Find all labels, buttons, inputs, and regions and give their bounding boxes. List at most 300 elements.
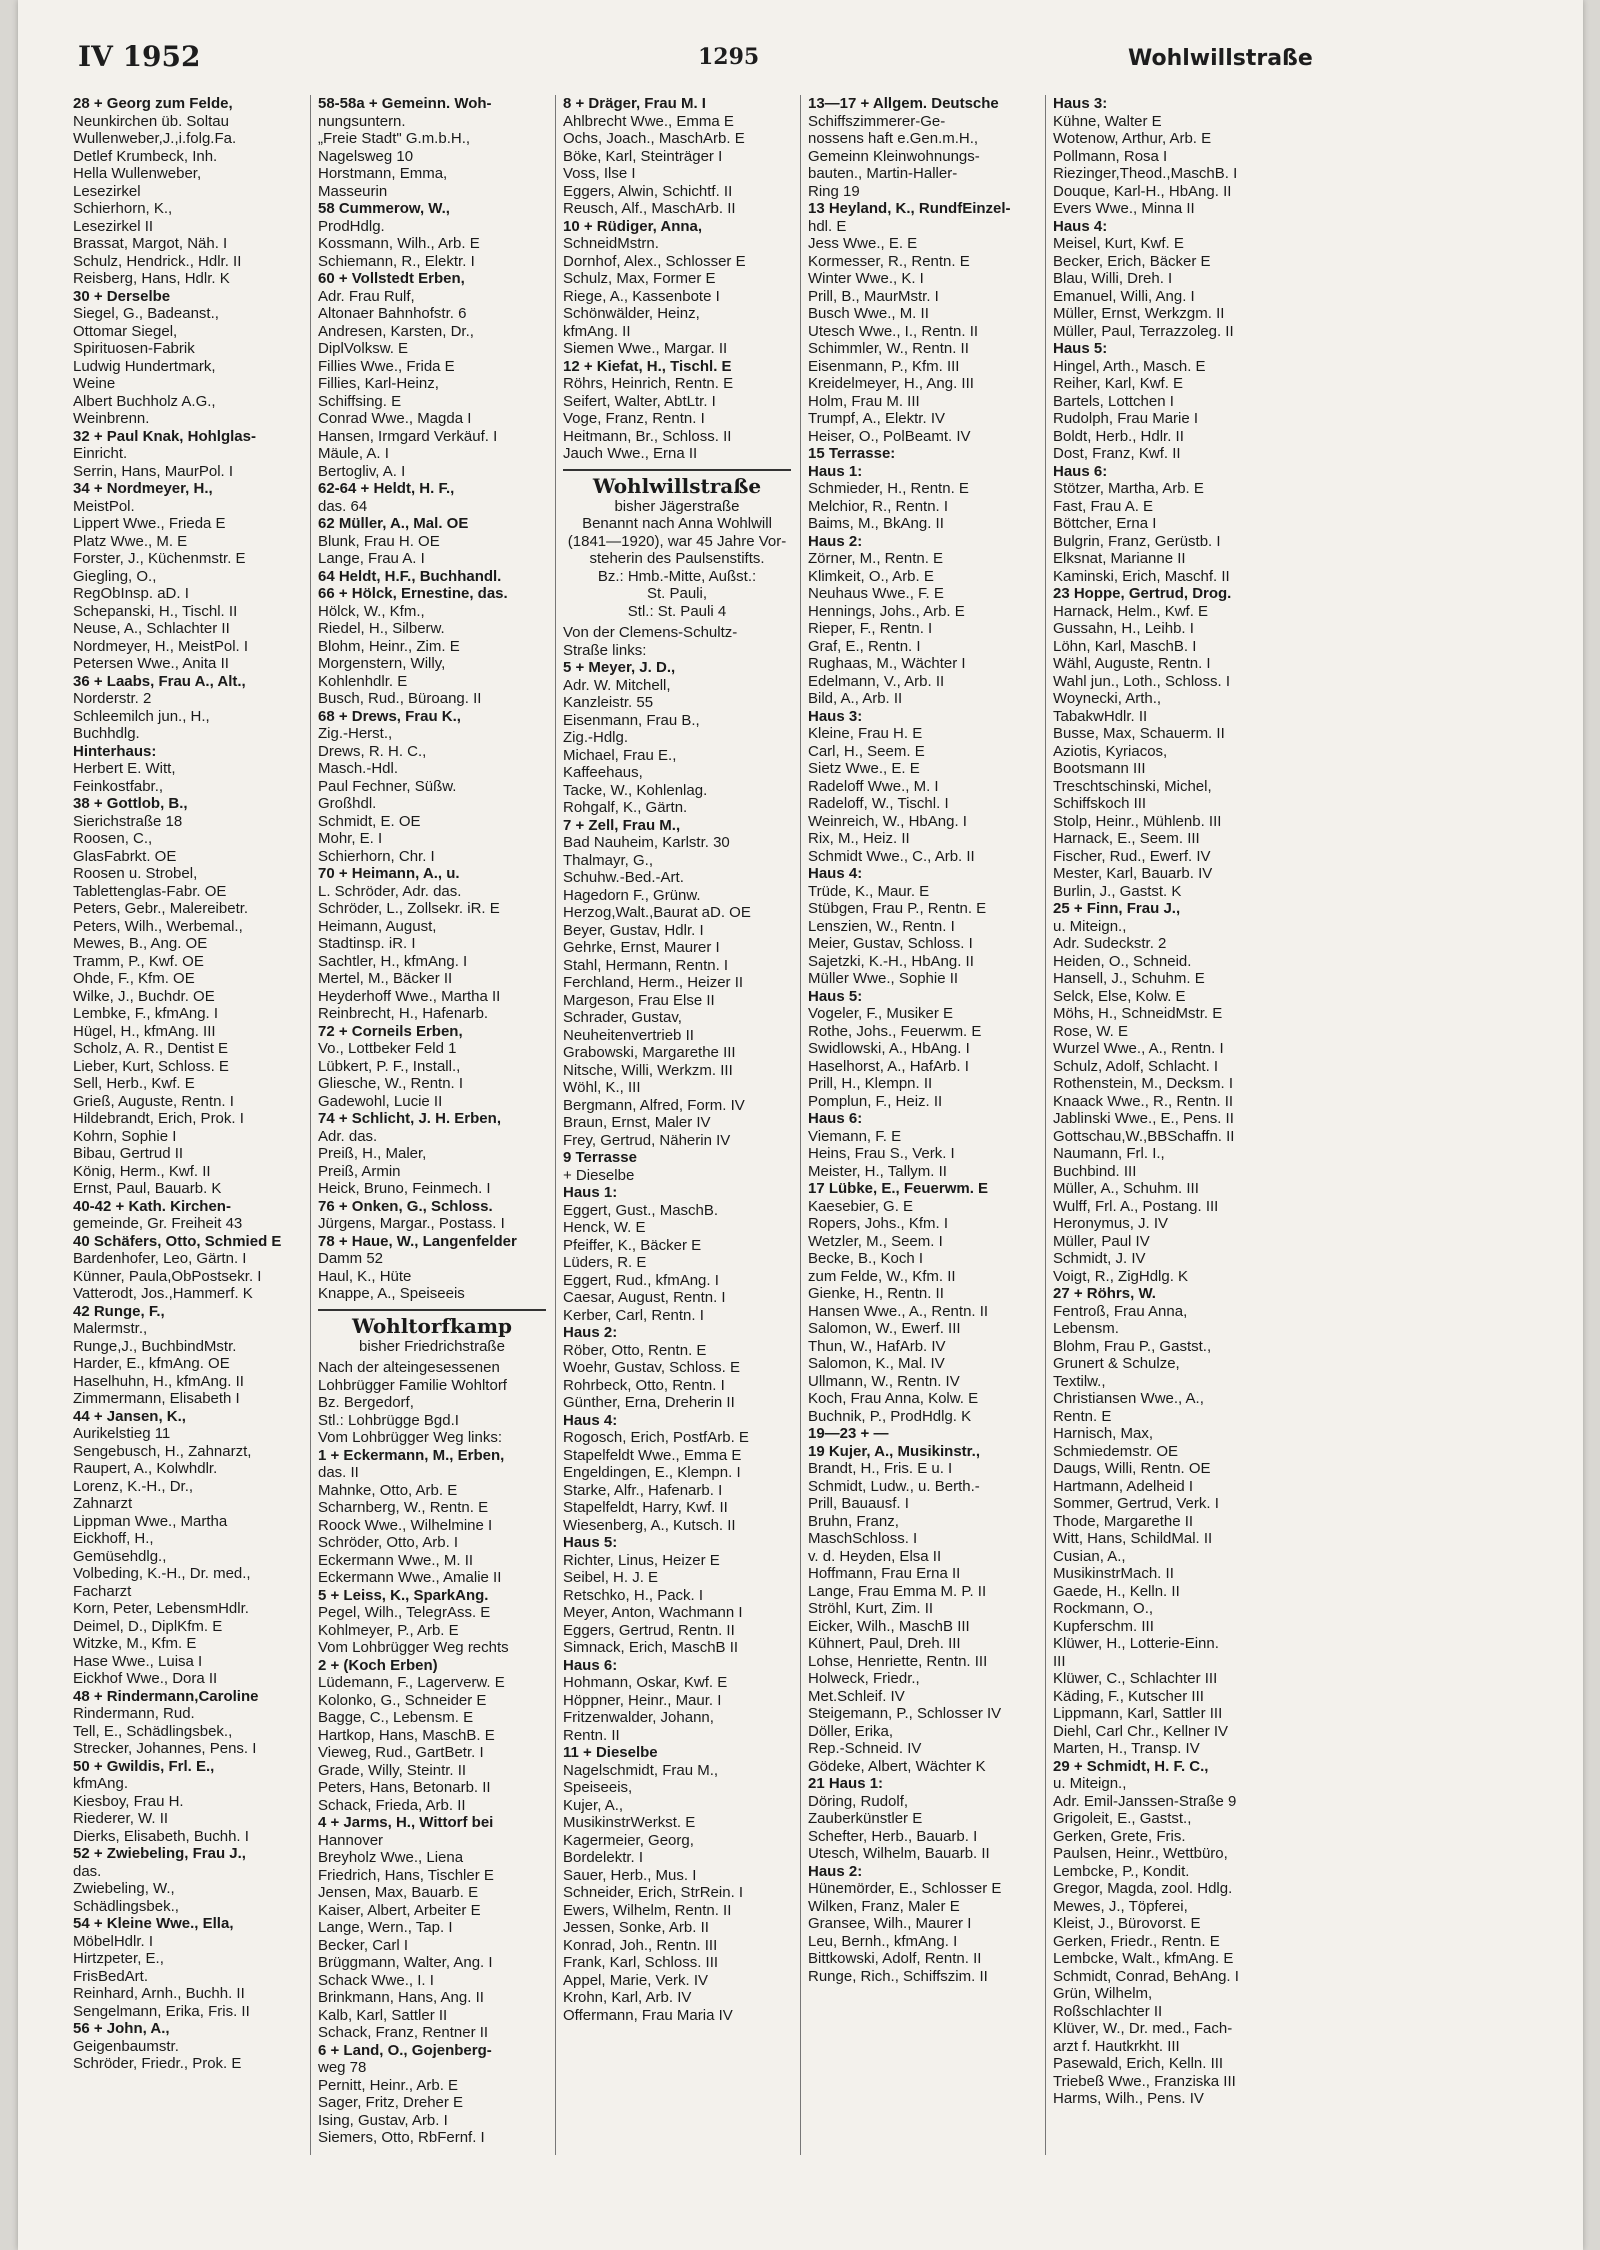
- directory-entry: Schiffszimmerer-Ge-: [808, 112, 946, 130]
- directory-entry: Rix, M., Heiz. II: [808, 830, 910, 847]
- directory-entry: SchneidMstrn.: [563, 235, 659, 252]
- directory-entry: Weinbrenn.: [73, 410, 150, 427]
- directory-entry: Schleemilch jun., H.,: [73, 707, 210, 725]
- directory-entry: Rockmann, O.,: [1053, 1600, 1154, 1617]
- directory-entry: Zig.-Hdlg.: [563, 729, 629, 746]
- directory-entry: Woehr, Gustav, Schloss. E: [563, 1359, 741, 1376]
- directory-entry: Bardenhofer, Leo, Gärtn. I: [73, 1250, 247, 1267]
- directory-entry: zum Felde, W., Kfm. II: [808, 1267, 956, 1285]
- directory-entry: Brassat, Margot, Näh. I: [73, 235, 228, 252]
- directory-entry: Gemüsehdlg.,: [73, 1547, 167, 1565]
- directory-entry: Thun, W., HafArb. IV: [808, 1337, 946, 1355]
- directory-entry: 54 + Kleine Wwe., Ella,: [73, 1915, 234, 1932]
- directory-entry: Michael, Frau E.,: [563, 746, 677, 764]
- directory-entry: Schrader, Gustav,: [563, 1009, 682, 1026]
- directory-entry: Tacke, W., Kohlenlag.: [563, 781, 708, 799]
- directory-entry: Voge, Franz, Rentn. I: [563, 410, 705, 427]
- directory-entry: Bertogliv, A. I: [318, 462, 406, 480]
- directory-entry: Mewes, J., Töpferei,: [1053, 1897, 1188, 1915]
- directory-entry: 36 + Laabs, Frau A., Alt.,: [73, 672, 246, 690]
- directory-entry: Gadewohl, Lucie II: [318, 1092, 443, 1110]
- directory-entry: Lüders, R. E: [563, 1254, 647, 1271]
- directory-entry: Siemers, Otto, RbFernf. I: [318, 2129, 485, 2146]
- directory-entry: Hartkop, Hans, MaschB. E: [318, 1726, 495, 1744]
- directory-entry: Lippmann, Karl, Sattler III: [1053, 1705, 1223, 1722]
- directory-entry: Sommer, Gertrud, Verk. I: [1053, 1495, 1219, 1512]
- directory-entry: 5 + Leiss, K., SparkAng.: [318, 1586, 489, 1604]
- directory-entry: Textilw.,: [1053, 1372, 1106, 1390]
- directory-entry: Ising, Gustav, Arb. I: [318, 2111, 448, 2129]
- directory-entry: Bergmann, Alfred, Form. IV: [563, 1096, 745, 1114]
- directory-entry: Schmidt, Ludw., u. Berth.-: [808, 1477, 980, 1495]
- page-number: 1295: [698, 44, 760, 70]
- directory-entry: Haus 4:: [808, 865, 863, 882]
- directory-entry: Wähl, Auguste, Rentn. I: [1053, 655, 1211, 672]
- directory-entry: Appel, Marie, Verk. IV: [563, 1971, 709, 1989]
- directory-entry: Kerber, Carl, Rentn. I: [563, 1306, 704, 1324]
- directory-entry: Konrad, Joh., Rentn. III: [563, 1936, 718, 1954]
- directory-entry: arzt f. Hautkrkht. III: [1053, 2037, 1180, 2055]
- directory-entry: Caesar, August, Rentn. I: [563, 1289, 726, 1306]
- directory-entry: Weine: [73, 375, 116, 392]
- directory-entry: Schepanski, H., Tischl. II: [73, 602, 238, 620]
- street-former-name: bisher Jägerstraße: [614, 497, 740, 515]
- directory-entry: Klüwer, C., Schlachter III: [1053, 1670, 1218, 1687]
- directory-entry: 42 Runge, F.,: [73, 1302, 165, 1320]
- directory-entry: Eisenmann, P., Kfm. III: [808, 357, 960, 375]
- directory-entry: Hohmann, Oskar, Kwf. E: [563, 1674, 728, 1691]
- directory-entry: Salomon, K., Mal. IV: [808, 1355, 945, 1372]
- directory-entry: Fentroß, Frau Anna,: [1053, 1302, 1188, 1320]
- directory-entry: Hoffmann, Frau Erna II: [808, 1565, 961, 1582]
- directory-entry: Aziotis, Kyriacos,: [1053, 742, 1168, 760]
- directory-entry: weg 78: [318, 2059, 367, 2076]
- page-header: [78, 40, 1318, 80]
- directory-entry: Künner, Paula,ObPostsekr. I: [73, 1267, 262, 1285]
- directory-entry: Hase Wwe., Luisa I: [73, 1652, 203, 1670]
- directory-entry: Lippman Wwe., Martha: [73, 1512, 228, 1530]
- directory-entry: das. 64: [318, 497, 368, 515]
- directory-entry: Bz. Bergedorf,: [318, 1394, 414, 1411]
- directory-entry: Schröder, Otto, Arb. I: [318, 1534, 459, 1551]
- directory-entry: Pollmann, Rosa I: [1053, 147, 1168, 165]
- directory-entry: Emanuel, Willi, Ang. I: [1053, 287, 1195, 305]
- directory-entry: Gaede, H., Kelln. II: [1053, 1582, 1180, 1600]
- directory-entry: ProdHdlg.: [318, 217, 385, 235]
- directory-entry: Raupert, A., Kolwhdlr.: [73, 1460, 218, 1477]
- directory-entry: Grade, Willy, Steintr. II: [318, 1761, 467, 1779]
- directory-entry: 4 + Jarms, H., Wittorf bei: [318, 1814, 494, 1831]
- directory-entry: Tell, E., Schädlingsbek.,: [73, 1722, 233, 1740]
- directory-entry: Graf, E., Rentn. I: [808, 637, 921, 655]
- directory-entry: Douque, Karl-H., HbAng. II: [1053, 182, 1232, 200]
- directory-entry: Kolonko, G., Schneider E: [318, 1691, 487, 1709]
- directory-entry: Lenszien, W., Rentn. I: [808, 917, 955, 935]
- directory-entry: Kohlmeyer, P., Arb. E: [318, 1621, 459, 1639]
- directory-entry: nossens haft e.Gen.m.H.,: [808, 130, 979, 147]
- directory-entry: Adr. das.: [318, 1127, 378, 1145]
- directory-entry: Koch, Frau Anna, Kolw. E: [808, 1390, 979, 1407]
- directory-entry: Höppner, Heinr., Maur. I: [563, 1691, 722, 1709]
- directory-entry: Lohbrügger Familie Wohltorf: [318, 1376, 507, 1394]
- directory-entry: TabakwHdlr. II: [1053, 707, 1148, 725]
- directory-entry: Sengebusch, H., Zahnarzt,: [73, 1442, 252, 1460]
- directory-entry: Harnack, Helm., Kwf. E: [1053, 602, 1209, 620]
- directory-entry: Wiesenberg, A., Kutsch. II: [563, 1516, 736, 1534]
- directory-entry: Sengelmann, Erika, Fris. II: [73, 2002, 250, 2020]
- directory-entry: Adr. W. Mitchell,: [563, 676, 671, 694]
- directory-entry: Swidlowski, A., HbAng. I: [808, 1040, 970, 1057]
- directory-entry: Fischer, Rud., Ewerf. IV: [1053, 847, 1211, 865]
- directory-entry: 29 + Schmidt, H. F. C.,: [1053, 1757, 1209, 1775]
- directory-entry: Trumpf, A., Elektr. IV: [808, 410, 945, 427]
- directory-entry: Zahnarzt: [73, 1495, 133, 1512]
- directory-entry: Buchnik, P., ProdHdlg. K: [808, 1407, 972, 1425]
- directory-entry: Pasewald, Erich, Kelln. III: [1053, 2055, 1224, 2072]
- directory-entry: Gehrke, Ernst, Maurer I: [563, 939, 720, 956]
- directory-entry: Heick, Bruno, Feinmech. I: [318, 1180, 491, 1197]
- directory-entry: Bad Nauheim, Karlstr. 30: [563, 834, 730, 851]
- directory-entry: Eggert, Rud., kfmAng. I: [563, 1271, 719, 1289]
- directory-entry: Lübkert, P. F., Install.,: [318, 1057, 461, 1075]
- directory-entry: Sierichstraße 18: [73, 812, 183, 830]
- directory-entry: Herzog,Walt.,Baurat aD. OE: [563, 904, 751, 921]
- directory-entry: Pegel, Wilh., TelegrAss. E: [318, 1604, 491, 1621]
- directory-entry: Beyer, Gustav, Hdlr. I: [563, 921, 704, 939]
- directory-entry: 58 Cummerow, W.,: [318, 200, 450, 217]
- directory-entry: Schmidt, Conrad, BehAng. I: [1053, 1967, 1239, 1985]
- directory-entry: 12 + Kiefat, H., Tischl. E: [563, 357, 732, 375]
- directory-entry: Röber, Otto, Rentn. E: [563, 1341, 707, 1359]
- directory-entry: Mahnke, Otto, Arb. E: [318, 1481, 458, 1499]
- directory-entry: Kaffeehaus,: [563, 764, 643, 781]
- directory-entry: Voss, Ilse I: [563, 165, 636, 182]
- directory-entry: RegObInsp. aD. I: [73, 585, 189, 602]
- directory-entry: Roßschlachter II: [1053, 2002, 1163, 2020]
- directory-entry: Cusian, A.,: [1053, 1547, 1126, 1565]
- directory-entry: Rentn. E: [1053, 1407, 1112, 1425]
- directory-entry: Altonaer Bahnhofstr. 6: [318, 305, 467, 322]
- directory-entry: 44 + Jansen, K.,: [73, 1407, 186, 1425]
- directory-entry: 25 + Finn, Frau J.,: [1053, 900, 1181, 917]
- directory-entry: Mertel, M., Bäcker II: [318, 970, 453, 987]
- directory-entry: hdl. E: [808, 217, 847, 235]
- directory-entry: Runge, Rich., Schiffszim. II: [808, 1967, 988, 1985]
- directory-entry: 8 + Dräger, Frau M. I: [563, 95, 706, 112]
- directory-entry: Schmidt, E. OE: [318, 812, 421, 830]
- directory-entry: Engeldingen, E., Klempn. I: [563, 1464, 741, 1481]
- directory-entry: Runge,J., BuchbindMstr.: [73, 1337, 237, 1355]
- directory-entry: Haul, K., Hüte: [318, 1267, 412, 1285]
- column-divider: [310, 95, 311, 2155]
- directory-entry: Becke, B., Koch I: [808, 1250, 924, 1267]
- directory-entry: Gerken, Friedr., Rentn. E: [1053, 1932, 1220, 1950]
- directory-entry: MusikinstrWerkst. E: [563, 1814, 696, 1831]
- directory-entry: Starke, Alfr., Hafenarb. I: [563, 1481, 723, 1499]
- directory-entry: 9 Terrasse: [563, 1149, 637, 1166]
- directory-entry: u. Miteign.,: [1053, 917, 1127, 935]
- directory-entry: 5 + Meyer, J. D.,: [563, 659, 676, 676]
- directory-entry: Jessen, Sonke, Arb. II: [563, 1919, 709, 1936]
- directory-entry: Adr. Emil-Janssen-Straße 9: [1053, 1792, 1237, 1810]
- directory-entry: Meisel, Kurt, Kwf. E: [1053, 235, 1184, 252]
- directory-entry: Dornhof, Alex., Schlosser E: [563, 252, 746, 270]
- directory-entry: 23 Hoppe, Gertrud, Drog.: [1053, 585, 1232, 602]
- directory-entry: Strecker, Johannes, Pens. I: [73, 1740, 257, 1757]
- directory-entry: Dost, Franz, Kwf. II: [1053, 445, 1181, 462]
- directory-entry: Roock Wwe., Wilhelmine I: [318, 1516, 493, 1534]
- directory-entry: Voigt, R., ZigHdlg. K: [1053, 1267, 1189, 1285]
- directory-entry: Harms, Wilh., Pens. IV: [1053, 2090, 1204, 2107]
- directory-entry: Bootsmann III: [1053, 760, 1146, 777]
- directory-entry: nungsuntern.: [318, 112, 406, 130]
- directory-entry: Heiser, O., PolBeamt. IV: [808, 427, 971, 445]
- directory-entry: 70 + Heimann, A., u.: [318, 865, 460, 882]
- directory-entry: Haus 4:: [1053, 217, 1108, 235]
- directory-entry: Lesezirkel: [73, 182, 141, 200]
- directory-entry: Nagelsweg 10: [318, 147, 414, 165]
- directory-entry: das. II: [318, 1464, 359, 1481]
- directory-entry: Böke, Karl, Steinträger I: [563, 147, 723, 165]
- directory-entry: Zig.-Herst.,: [318, 725, 393, 742]
- directory-entry: Brüggmann, Walter, Ang. I: [318, 1954, 493, 1971]
- directory-entry: Nordmeyer, H., MeistPol. I: [73, 637, 249, 655]
- directory-entry: Jürgens, Margar., Postass. I: [318, 1215, 505, 1232]
- directory-page: [18, 0, 1583, 2250]
- directory-entry: Fast, Frau A. E: [1053, 497, 1154, 515]
- directory-entry: Harder, E., kfmAng. OE: [73, 1355, 230, 1372]
- directory-entry: Riedel, H., Silberw.: [318, 620, 445, 637]
- directory-entry: Simnack, Erich, MaschB II: [563, 1639, 739, 1656]
- directory-entry: Heitmann, Br., Schloss. II: [563, 427, 732, 445]
- directory-entry: Scharnberg, W., Rentn. E: [318, 1499, 489, 1516]
- street-heading-box: [563, 469, 791, 621]
- directory-entry: Lange, Wern., Tap. I: [318, 1919, 453, 1936]
- directory-entry: Platz Wwe., M. E: [73, 532, 188, 550]
- street-former-name: bisher Friedrichstraße: [359, 1337, 505, 1355]
- street-info-line: (1841—1920), war 45 Jahre Vor-: [567, 532, 787, 550]
- directory-entry: Haselhorst, A., HafArb. I: [808, 1057, 969, 1075]
- directory-entry: Scholz, A. R., Dentist E: [73, 1040, 229, 1057]
- column-1: [73, 95, 301, 2185]
- directory-entry: L. Schröder, Adr. das.: [318, 882, 462, 900]
- directory-entry: Morgenstern, Willy,: [318, 655, 446, 672]
- directory-entry: Stötzer, Martha, Arb. E: [1053, 480, 1204, 497]
- directory-entry: Hansell, J., Schuhm. E: [1053, 970, 1205, 987]
- directory-entry: Blunk, Frau H. OE: [318, 532, 440, 550]
- directory-entry: Haus 5:: [1053, 340, 1108, 357]
- directory-entry: Sauer, Herb., Mus. I: [563, 1866, 697, 1884]
- directory-entry: Zörner, M., Rentn. E: [808, 550, 944, 567]
- column-3: [563, 95, 791, 2185]
- directory-entry: Sell, Herb., Kwf. E: [73, 1075, 195, 1092]
- directory-entry: Adr. Sudeckstr. 2: [1053, 935, 1167, 952]
- directory-entry: Prill, B., MaurMstr. I: [808, 287, 939, 305]
- directory-entry: MusikinstrMach. II: [1053, 1565, 1174, 1582]
- directory-entry: Neunkirchen üb. Soltau: [73, 112, 229, 130]
- directory-entry: bauten., Martin-Haller-: [808, 165, 958, 182]
- directory-entry: MöbelHdlr. I: [73, 1932, 154, 1950]
- directory-entry: 76 + Onken, G., Schloss.: [318, 1197, 493, 1215]
- directory-entry: Peters, Hans, Betonarb. II: [318, 1779, 491, 1796]
- column-2: [318, 95, 546, 2185]
- directory-entry: Harnisch, Max,: [1053, 1425, 1154, 1442]
- directory-entry: Hella Wullenweber,: [73, 165, 202, 182]
- directory-entry: Klüwer, H., Lotterie-Einn.: [1053, 1635, 1219, 1652]
- directory-entry: Malermstr.,: [73, 1320, 148, 1337]
- directory-entry: Aurikelstieg 11: [73, 1425, 171, 1442]
- directory-entry: Kiesboy, Frau H.: [73, 1792, 184, 1810]
- directory-entry: Lembcke, Walt., kfmAng. E: [1053, 1950, 1234, 1967]
- directory-entry: Ullmann, W., Rentn. IV: [808, 1372, 960, 1390]
- directory-entry: Knaack Wwe., R., Rentn. II: [1053, 1092, 1234, 1110]
- directory-entry: Bittkowski, Adolf, Rentn. II: [808, 1950, 982, 1967]
- directory-entry: Grieß, Auguste, Rentn. I: [73, 1092, 234, 1110]
- street-heading-box: [318, 1309, 546, 1356]
- directory-entry: Facharzt: [73, 1582, 132, 1600]
- directory-entry: Busse, Max, Schauerm. II: [1053, 725, 1225, 742]
- directory-entry: Bordelektr. I: [563, 1849, 644, 1866]
- directory-entry: 2 + (Koch Erben): [318, 1656, 438, 1674]
- directory-entry: Gussahn, H., Leihb. I: [1053, 620, 1194, 637]
- directory-entry: Brandt, H., Fris. E u. I: [808, 1460, 953, 1477]
- directory-entry: 32 + Paul Knak, Hohlglas-: [73, 427, 256, 445]
- directory-entry: Haus 6:: [1053, 462, 1108, 480]
- directory-entry: Kujer, A.,: [563, 1796, 624, 1814]
- directory-entry: MeistPol.: [73, 497, 135, 515]
- directory-entry: Grunert & Schulze,: [1053, 1355, 1180, 1372]
- directory-entry: das.: [73, 1862, 102, 1880]
- directory-entry: Gliesche, W., Rentn. I: [318, 1075, 464, 1092]
- directory-entry: Hannover: [318, 1831, 384, 1849]
- directory-entry: Kaiser, Albert, Arbeiter E: [318, 1901, 481, 1919]
- directory-entry: Neuse, A., Schlachter II: [73, 620, 230, 637]
- directory-entry: Kupferschm. III: [1053, 1617, 1154, 1635]
- directory-entry: Wurzel Wwe., A., Rentn. I: [1053, 1040, 1224, 1057]
- directory-entry: Ströhl, Kurt, Zim. II: [808, 1600, 934, 1617]
- directory-entry: Elksnat, Marianne II: [1053, 550, 1186, 567]
- directory-entry: 52 + Zwiebeling, Frau J.,: [73, 1845, 246, 1862]
- directory-entry: Stapelfeldt Wwe., Emma E: [563, 1446, 742, 1464]
- directory-entry: Schmidt Wwe., C., Arb. II: [808, 847, 975, 865]
- directory-entry: Ludwig Hundertmark,: [73, 357, 216, 375]
- directory-entry: Sajetzki, K.-H., HbAng. II: [808, 952, 974, 970]
- directory-entry: Preiß, Armin: [318, 1162, 401, 1180]
- directory-entry: Schack Wwe., I. I: [318, 1971, 434, 1989]
- directory-entry: Gransee, Wilh., Maurer I: [808, 1915, 972, 1932]
- directory-entry: + Dieselbe: [563, 1166, 635, 1184]
- directory-entry: Henck, W. E: [563, 1219, 646, 1236]
- directory-entry: Böttcher, Erna I: [1053, 515, 1157, 532]
- directory-entry: Tramm, P., Kwf. OE: [73, 952, 204, 970]
- directory-entry: 19 Kujer, A., Musikinstr.,: [808, 1442, 981, 1460]
- directory-entry: Viemann, F. E: [808, 1127, 902, 1145]
- street-info-line: Benannt nach Anna Wohlwill: [582, 515, 772, 532]
- directory-entry: Stübgen, Frau P., Rentn. E: [808, 900, 987, 917]
- directory-entry: Hölck, W., Kfm.,: [318, 602, 425, 620]
- street-title: Wohlwillstraße: [592, 473, 762, 498]
- directory-entry: 21 Haus 1:: [808, 1775, 884, 1792]
- directory-entry: Rughaas, M., Wächter I: [808, 655, 966, 672]
- directory-entry: Peters, Gebr., Malereibetr.: [73, 900, 249, 917]
- directory-entry: Met.Schleif. IV: [808, 1687, 905, 1705]
- directory-entry: Müller, A., Schuhm. III: [1053, 1180, 1199, 1197]
- directory-entry: Rohgalf, K., Gärtn.: [563, 799, 688, 816]
- directory-entry: Paul Fechner, Süßw.: [318, 777, 457, 795]
- directory-entry: 60 + Vollstedt Erben,: [318, 270, 465, 287]
- directory-entry: Kalb, Karl, Sattler II: [318, 2006, 448, 2024]
- directory-entry: Utesch Wwe., I., Rentn. II: [808, 322, 979, 340]
- directory-entry: Lippert Wwe., Frieda E: [73, 515, 226, 532]
- directory-entry: Reusch, Alf., MaschArb. II: [563, 200, 736, 217]
- directory-entry: GlasFabrkt. OE: [73, 847, 177, 865]
- directory-entry: Preiß, H., Maler,: [318, 1145, 427, 1162]
- directory-entry: Krohn, Karl, Arb. IV: [563, 1989, 692, 2006]
- directory-entry: Kühne, Walter E: [1053, 112, 1162, 130]
- directory-entry: Haus 4:: [563, 1411, 618, 1429]
- directory-entry: Neuheitenvertrieb II: [563, 1026, 694, 1044]
- directory-entry: Christiansen Wwe., A.,: [1053, 1390, 1204, 1407]
- directory-entry: Schiffsing. E: [318, 392, 402, 410]
- directory-entry: Carl, H., Seem. E: [808, 742, 925, 760]
- directory-entry: Gemeinn Kleinwohnungs-: [808, 147, 980, 165]
- directory-entry: Haus 2:: [563, 1324, 618, 1341]
- directory-entry: Kaesebier, G. E: [808, 1197, 914, 1215]
- directory-entry: Horstmann, Emma,: [318, 165, 448, 182]
- directory-entry: Treschtschinski, Michel,: [1053, 777, 1212, 795]
- directory-entry: Schuhw.-Bed.-Art.: [563, 869, 684, 886]
- directory-entry: Edelmann, V., Arb. II: [808, 672, 945, 690]
- directory-entry: Kohlenhdlr. E: [318, 672, 408, 690]
- directory-entry: 11 + Dieselbe: [563, 1744, 658, 1761]
- directory-entry: Selck, Else, Kolw. E: [1053, 987, 1186, 1005]
- directory-entry: Bartels, Lottchen I: [1053, 392, 1174, 410]
- directory-entry: 19—23 + —: [808, 1425, 889, 1442]
- directory-entry: Fritzenwalder, Johann,: [563, 1709, 714, 1726]
- directory-entry: Rentn. II: [563, 1726, 620, 1744]
- directory-entry: Kleine, Frau H. E: [808, 725, 923, 742]
- directory-entry: Eggers, Alwin, Schichtf. II: [563, 182, 733, 200]
- directory-entry: Lembcke, P., Kondit.: [1053, 1862, 1190, 1880]
- directory-entry: Diehl, Carl Chr., Kellner IV: [1053, 1722, 1229, 1740]
- directory-entry: Steigemann, P., Schlosser IV: [808, 1705, 1002, 1722]
- column-5: [1053, 95, 1281, 2185]
- directory-entry: 1 + Eckermann, M., Erben,: [318, 1446, 505, 1464]
- directory-entry: 58-58a + Gemeinn. Woh-: [318, 95, 492, 112]
- directory-entry: Zimmermann, Elisabeth I: [73, 1390, 240, 1407]
- directory-entry: Stolp, Heinr., Mühlenb. III: [1053, 812, 1222, 830]
- directory-entry: Ropers, Johs., Kfm. I: [808, 1215, 949, 1232]
- directory-entry: Becker, Carl I: [318, 1936, 409, 1954]
- directory-entry: Schmidt, J. IV: [1053, 1250, 1146, 1267]
- directory-entry: Tablettenglas-Fabr. OE: [73, 882, 227, 900]
- directory-entry: Ohde, F., Kfm. OE: [73, 970, 195, 987]
- directory-entry: Schröder, L., Zollsekr. iR. E: [318, 900, 500, 917]
- directory-entry: Dierks, Elisabeth, Buchh. I: [73, 1827, 249, 1845]
- directory-entry: Siegel, G., Badeanst.,: [73, 305, 219, 322]
- directory-entry: Paulsen, Heinr., Wettbüro,: [1053, 1845, 1228, 1862]
- directory-entry: Hildebrandt, Erich, Prok. I: [73, 1110, 244, 1127]
- directory-entry: Mäule, A. I: [318, 445, 389, 462]
- directory-entry: Peters, Wilh., Werbemal.,: [73, 917, 243, 935]
- directory-entry: Schiffskoch III: [1053, 795, 1147, 812]
- directory-entry: „Freie Stadt" G.m.b.H.,: [318, 130, 471, 147]
- directory-entry: Rieper, F., Rentn. I: [808, 620, 933, 637]
- directory-entry: Grün, Wilhelm,: [1053, 1985, 1153, 2002]
- directory-entry: 50 + Gwildis, Frl. E.,: [73, 1757, 215, 1775]
- directory-entry: Käding, F., Kutscher III: [1053, 1687, 1204, 1705]
- directory-entry: Roosen u. Strobel,: [73, 865, 198, 882]
